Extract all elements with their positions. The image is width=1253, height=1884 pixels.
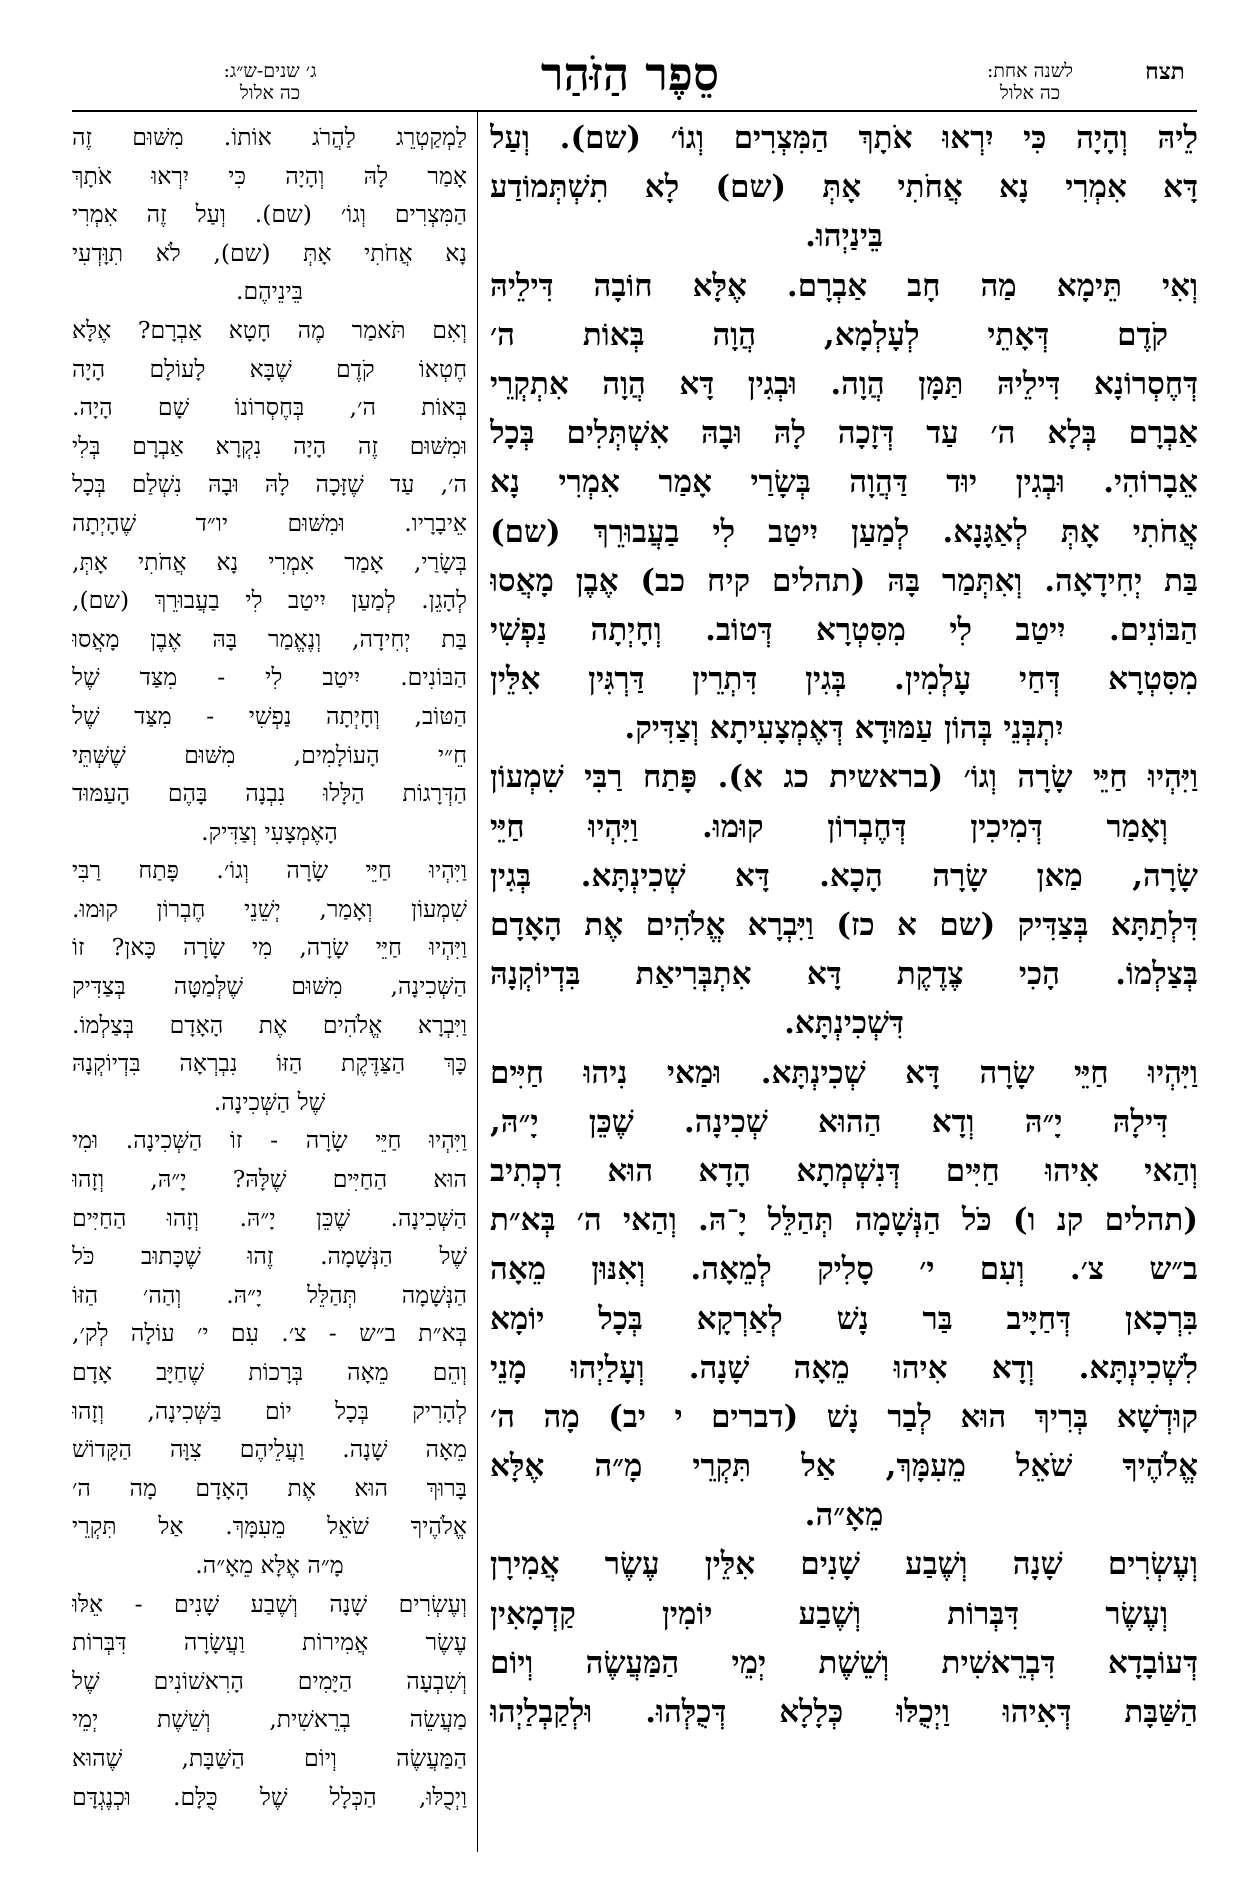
aramaic-text-column (490, 114, 1198, 1864)
main-text-line: אֲחֹתִי אָתְּ לְאַגָּנָא. לְמַעַן יִיטַב לִי בַעֲבוּרֵךְ (שם) (490, 513, 1198, 550)
header-left-line2: כה אלול (239, 82, 301, 104)
header-left-line1: ג׳ שנים-ש״ג: (223, 60, 317, 82)
side-text-line: וַיִּהְיוּ חַיֵּי שָׂרָה, מִי שָׂרָה כָּאן? זוֹ (72, 933, 467, 962)
side-text-line: הָאֶמְצָעִי וְצַדִּיק. (201, 817, 338, 846)
side-text-line: הַטּוֹב, וְחָיְתָה נַפְשִׁי - מִצַּד שֶׁל (72, 701, 467, 730)
main-text-line: יִתְבְּנֵי בְּהוֹן עַמּוּדָא דְּאֶמְצָעִיתָא וְצַדִּיק. (624, 710, 1064, 747)
side-text-line: בָּרוּךְ הוּא אֶת הָאָדָם מָה ה׳ (72, 1473, 467, 1502)
main-text-line: מֵאָ״ה. (804, 1497, 884, 1534)
side-text-line: לְהָרִיק בְּכָל יוֹם בַּשְּׁכִינָה, וְזָהוּ (72, 1396, 467, 1425)
main-text-line: בְּצַלְמוֹ. הָכִי צֶדֶקֶת דָּא אִתְבְּרִיאַת בִּדְיוֹקְנָהּ (490, 956, 1198, 993)
main-text-line: דִּלְתַתָּא בְּצַדִּיק (שם א כז) וַיִּבְרָא אֱלֹהִים אֶת הָאָדָם (490, 907, 1198, 943)
side-text-line: כָּךְ הַצַּדֶּקֶת הַזּוֹ נִבְרְאָה בִּדְיוֹקְנָהּ (72, 1049, 467, 1078)
side-text-line: הַדְּרָגוֹת הַלָּלוּ נִבְנָה בָּהֶם הָעַמּוּד (72, 779, 467, 808)
header-rule (72, 110, 1197, 112)
side-text-line: הַשְּׁכִינָה, מִשּׁוּם שֶׁלְּמַטָּה בְּצַדִּיק (72, 972, 467, 1001)
main-text-line: קוּדְשָׁא בְּרִיךְ הוּא לְבַר נָשׁ (דברים י יב) מָה ה׳ (490, 1398, 1198, 1435)
header-right-line1: לשנה אחת: (986, 60, 1074, 82)
side-text-line: מַעֲשֵׂה בְרֵאשִׁית, וְשֵׁשֶׁת יְמֵי (72, 1705, 467, 1734)
main-text-line: אַבְרָם בְּלָא ה׳ עַד דְּזָכָה לָהּ וּבָהּ אִשְׁתְּלִים בְּכָל (490, 415, 1198, 452)
side-text-line: בְּשָׂרַי, אָמַר אִמְרִי נָא אֲחֹתִי אָתְּ, (72, 547, 467, 576)
side-text-line: חֵ״י הָעוֹלָמִים, מִשּׁוּם שֶׁשְּׁתֵּי (72, 740, 467, 769)
header-right-note (930, 60, 1130, 104)
side-text-line: נָא אֲחֹתִי אָתְּ (שם), לֹא תִוָּדְעִי (72, 238, 467, 267)
side-text-line: וַיְכֻלּוּ, הַכְּלָל שֶׁל כֻּלָּם. וּכְנֶגְדָּם (72, 1782, 467, 1811)
side-text-line: בֵּינֵיהֶם. (236, 277, 303, 306)
side-text-line: וְהֵם מֵאָה בְּרָכוֹת שֶׁחַיָּב אָדָם (72, 1358, 467, 1386)
main-text-line: וְהַאי אִיהוּ חַיִּים דְּנִשְׁמְתָא הָדָא הוּא דִכְתִיב (490, 1152, 1198, 1189)
main-text-line: אֵבָרוֹהִי. וּבְגִין יוּד דַּהֲוָה בְּשָׂרַי אָמַר אִמְרִי נָא (490, 464, 1198, 501)
main-text-line: הַבּוֹנִים. יִיטַב לִי מִסִּטְרָא דְּטוֹב. וְחָיְתָה נַפְשִׁי (490, 611, 1198, 648)
main-text-line: אֱלֹהֶיךָ שֹׁאֵל מֵעִמָּךְ, אַל תִּקְרֵי מָ״ה אֶלָּא (490, 1448, 1198, 1485)
main-text-line: וַיִּהְיוּ חַיֵּי שָׂרָה דָּא שְׁכִינְתָּא. וּמַאי נִיהוּ חַיִּים (490, 1054, 1198, 1091)
side-text-line: וַיִּבְרָא אֱלֹהִים אֶת הָאָדָם בְּצַלְמוֹ. (72, 1010, 467, 1039)
main-text-line: מִסִּטְרָא דְּחַי עָלְמִין. בְּגִין דִּתְרֵין דַּרְגִּין אִלֵּין (490, 661, 1198, 698)
side-text-line: וְאִם תֹּאמַר מֶה חָטָא אַבְרָם? אֶלָּא (72, 315, 467, 344)
page-number: תצח (1145, 58, 1185, 85)
side-text-line: שִׁמְעוֹן וְאָמַר, יְשֵׁנֵי חֶבְרוֹן קוּמוּ. (72, 894, 467, 923)
side-text-line: לַמְקַטְרֵג לַהֲרֹג אוֹתוֹ. מִשּׁוּם זֶה (72, 123, 467, 151)
side-text-line: בְּא״ת ב״ש - צ׳. עִם י׳ עוֹלָה לְק׳, (72, 1319, 467, 1348)
side-text-line: חֶטְאוֹ קֹדֶם שֶׁבָּא לָעוֹלָם הָיָה (72, 354, 467, 383)
main-text-line: בֵּינַיְהוּ. (805, 218, 883, 255)
header-left-note (120, 60, 420, 104)
side-text-line: בַּת יְחִידָה, וְנֶאֱמַר בָּהּ אֶבֶן מָאֲסוּ (72, 624, 467, 653)
main-text-line: בִּרְכָאן דְּחַיָּיב בַּר נָשׁ לְאַרְקָא בְּכָל יוֹמָא (490, 1300, 1198, 1337)
side-text-line: אֱלֹהֶיךָ שֹׁאֵל מֵעִמָּךְ. אַל תִּקְרֵי (72, 1512, 467, 1541)
side-text-line: וְעֶשְׂרִים שָׁנָה וְשֶׁבַע שָׁנִים - אֵלּוּ (72, 1589, 467, 1618)
side-text-line: מָ״ה אֶלָּא מֵאָ״ה. (195, 1550, 344, 1579)
side-text-line: לְהָגֵן. לְמַעַן יִיטַב לִי בַעֲבוּרֵךְ (שם), (72, 586, 467, 615)
main-text-line: ב״ש צ׳. וְעִם י׳ סָלִיק לְמֵאָה. וְאִנּוּן מֵאָה (490, 1251, 1198, 1288)
side-text-line: וַיִּהְיוּ חַיֵּי שָׂרָה וְגוֹ׳. פָּתַח רַבִּי (72, 856, 467, 885)
side-text-line: וּמִשּׁוּם זֶה הָיָה נִקְרָא אַבְרָם בְּלִי (72, 431, 467, 460)
side-text-line: הַמַּעֲשֶׂה וְיוֹם הַשַּׁבָּת, שֶׁהוּא (72, 1743, 467, 1772)
side-text-line: ה׳, עַד שֶׁזָּכָה לָהּ וּבָהּ נִשְׁלַם בְּכָל (72, 470, 467, 499)
main-text-line: וְאִי תֵּימָא מַה חָב אַבְרָם. אֶלָּא חוֹבָה דִּילֵיהּ (490, 267, 1198, 304)
side-text-line: מֵאָה שָׁנָה. וַעֲלֵיהֶם צִוָּה הַקָּדוֹשׁ (72, 1435, 467, 1464)
main-text-line: וַיִּהְיוּ חַיֵּי שָׂרָה וְגוֹ׳ (בראשית כג א). פָּתַח רַבִּי שִׁמְעוֹן (490, 759, 1198, 796)
side-text-line: שֶׁל הַשְּׁכִינָה. (213, 1087, 326, 1116)
main-text-line: וְעֶשְׂרִים שָׁנָה וְשֶׁבַע שָׁנִים אִלֵּין עֶשֶׂר אֲמִירָן (490, 1546, 1198, 1583)
main-text-line: וְעֶשֶׂר דִּבְּרוֹת וְשֶׁבַע יוֹמִין קַדְמָאִין (490, 1595, 1168, 1632)
side-text-line: עֶשֶׂר אֲמִירוֹת וַעֲשָׂרָה דִּבְּרוֹת (72, 1628, 467, 1657)
main-text-line: לִשְׁכִינְתָּא. וְדָא אִיהוּ מֵאָה שָׁנָה. וְעָלַיְהוּ מָנֵי (490, 1349, 1198, 1386)
main-text-line: דִּשְׁכִינְתָּא. (784, 1005, 904, 1042)
main-text-line: דְּעוֹבָדָא דִּבְרֵאשִׁית וְשֵׁשֶׁת יְמֵי הַמַּעֲשֶׂה וְיוֹם (490, 1644, 1198, 1681)
main-text-line: בַּת יְחִידָאָה. וְאִתְּמַר בָּהּ (תהלים קיח כב) אֶבֶן מָאֲסוּ (490, 562, 1198, 599)
hebrew-translation-column (72, 118, 467, 1858)
main-text-line: דִּילָהּ יָ״הּ וְדָא הַהוּא שְׁכִינָה. שֶׁכֵּן יָ״הּ, (490, 1103, 1168, 1140)
main-text-line: לֵיהּ וְהָיָה כִּי יִרְאוּ אֹתָךְ הַמִּצְרִים וְגוֹ׳ (שם). וְעַל (490, 120, 1198, 156)
side-text-line: הוּא הַחַיִּים שֶׁלָּהּ? יָ״הּ, וְזָהוּ (72, 1165, 467, 1194)
main-text-line: (תהלים קנ ו) כֹּל הַנְּשָׁמָה תְּהַלֵּל יָ־הּ. וְהַאי ה׳ בְּא״ת (490, 1202, 1198, 1239)
side-text-line: הַבּוֹנִים. יִיטַב לִי - מִצַּד שֶׁל (72, 663, 467, 692)
side-text-line: בְּאוֹת ה׳, בְּחֶסְרוֹנוֹ שָׁם הָיָה. (72, 393, 467, 422)
main-text-line: וְאָמַר דְּמִיכִין דְּחֶבְרוֹן קוּמוּ. וַיִּהְיוּ חַיֵּי (490, 808, 1168, 845)
side-text-line: הַמִּצְרִים וְגוֹ׳ (שם). וְעַל זֶה אִמְרִי (72, 200, 467, 229)
side-text-line: וְשִׁבְעָה הַיָּמִים הָרִאשׁוֹנִים שֶׁל (72, 1666, 467, 1695)
main-text-line: דָּא אִמְרִי נָא אֲחֹתִי אָתְּ (שם) לָא תִשְׁתְּמוֹדַע (490, 169, 1198, 206)
side-text-line: וַיִּהְיוּ חַיֵּי שָׂרָה - זוֹ הַשְּׁכִינָה. וּמִי (72, 1126, 467, 1155)
main-text-line: דְּחֶסְרוֹנָא דִּילֵיהּ תַּמָּן הֲוָה. וּבְגִין דָּא הֲוָה אִתְקְרֵי (490, 365, 1198, 402)
side-text-line: אֵיבָרָיו. וּמִשּׁוּם יו״ד שֶׁהָיְתָה (72, 508, 467, 537)
side-text-line: אָמַר לָהּ וְהָיָה כִּי יִרְאוּ אֹתָךְ (72, 161, 467, 190)
side-text-line: הַשְּׁכִינָה. שֶׁכֵּן יָ״הּ. וְזָהוּ הַחַיִּים (72, 1203, 467, 1232)
side-text-line: הַנְּשָׁמָה תְּהַלֵּל יָ״הּ. וְהַה׳ הַזּוֹ (72, 1280, 467, 1309)
main-text-line: קֹדֶם דְּאָתֵי לְעָלְמָא, הֲוָה בְּאוֹת ה׳ (490, 316, 1168, 353)
book-title: סֵפֶר הַזֹּהַר (540, 47, 720, 101)
header-right-line2: כה אלול (999, 82, 1061, 104)
column-divider (477, 112, 478, 1852)
side-text-line: שֶׁל הַנְּשָׁמָה. זֶהוּ שֶׁכָּתוּב כֹּל (72, 1242, 467, 1271)
main-text-line: הַשַּׁבָּת דְּאִיהוּ וַיְכֻלּוּ כְּלָלָא דְּכֻלְּהוּ. וּלְקַבְלַיְהוּ (490, 1694, 1198, 1730)
main-text-line: שָׂרָה, מַאן שָׂרָה הָכָא. דָּא שְׁכִינְתָּא. בְּגִין (490, 857, 1198, 894)
